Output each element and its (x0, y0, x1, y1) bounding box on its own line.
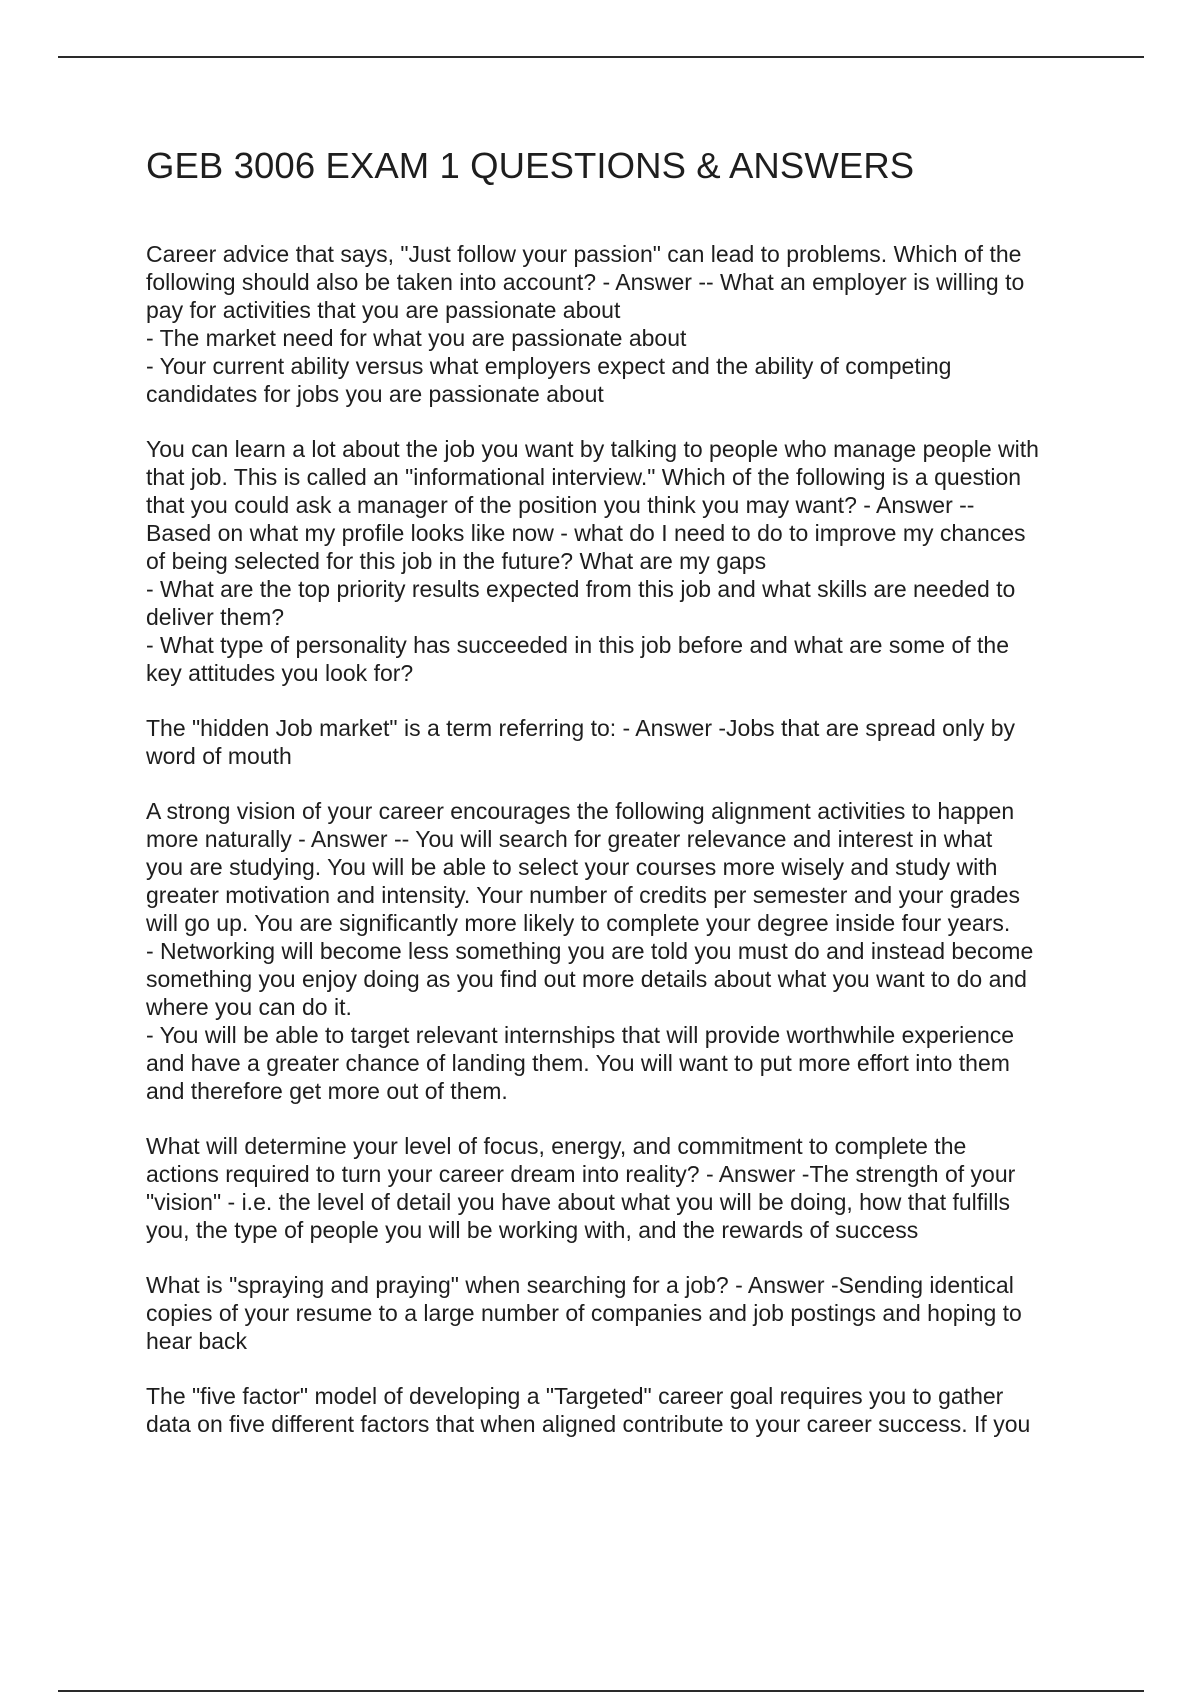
text-line: and therefore get more out of them. (146, 1078, 508, 1104)
text-line: of being selected for this job in the future? What are my gaps (146, 548, 767, 574)
text-line: What is "spraying and praying" when searching for a job? - Answer -Sending identical (146, 1272, 1014, 1298)
text-line: pay for activities that you are passionate about (146, 297, 621, 323)
qa-block-spraying-praying (146, 1271, 1106, 1355)
qa-block-passion (146, 240, 1106, 408)
qa-block-focus-energy (146, 1132, 1106, 1244)
document-body (146, 140, 1106, 1465)
text-line: - Your current ability versus what employers expect and the ability of competing (146, 353, 952, 379)
text-line: candidates for jobs you are passionate about (146, 381, 604, 407)
text-line: The "five factor" model of developing a "Targeted" career goal requires you to gather (146, 1383, 1004, 1409)
text-line: will go up. You are significantly more likely to complete your degree inside four years. (146, 910, 1011, 936)
qa-block-hidden-job-market (146, 714, 1106, 770)
text-line: something you enjoy doing as you find out more details about what you want to do and (146, 966, 1027, 992)
text-line: - What type of personality has succeeded in this job before and what are some of the (146, 632, 1009, 658)
text-line: following should also be taken into account? - Answer -- What an employer is willing to (146, 269, 1025, 295)
text-line: deliver them? (146, 604, 285, 630)
top-divider (58, 56, 1144, 58)
text-line: The "hidden Job market" is a term referring to: - Answer -Jobs that are spread only by (146, 715, 1016, 741)
text-line: You can learn a lot about the job you want by talking to people who manage people with (146, 436, 1039, 462)
bottom-divider (58, 1690, 1144, 1692)
text-line: where you can do it. (146, 994, 352, 1020)
text-line: - Networking will become less something you are told you must do and instead become (146, 938, 1034, 964)
text-line: greater motivation and intensity. Your number of credits per semester and your grades (146, 882, 1021, 908)
text-line: you, the type of people you will be working with, and the rewards of success (146, 1217, 919, 1243)
text-line: copies of your resume to a large number of companies and job postings and hoping to (146, 1300, 1022, 1326)
text-line: "vision" - i.e. the level of detail you have about what you will be doing, how that fulfills (146, 1189, 1010, 1215)
text-line: you are studying. You will be able to select your courses more wisely and study with (146, 854, 998, 880)
qa-block-five-factor (146, 1382, 1106, 1438)
text-line: - What are the top priority results expected from this job and what skills are needed to (146, 576, 1016, 602)
text-line: and have a greater chance of landing them. You will want to put more effort into them (146, 1050, 1010, 1076)
text-line: that you could ask a manager of the position you think you may want? - Answer -- (146, 492, 975, 518)
text-line: Career advice that says, "Just follow your passion" can lead to problems. Which of the (146, 241, 1022, 267)
text-line: actions required to turn your career dream into reality? - Answer -The strength of your (146, 1161, 1016, 1187)
text-line: Based on what my profile looks like now - what do I need to do to improve my chances (146, 520, 1026, 546)
text-line: - The market need for what you are passionate about (146, 325, 687, 351)
text-line: - You will be able to target relevant internships that will provide worthwhile experience (146, 1022, 1015, 1048)
qa-block-career-vision (146, 797, 1106, 1105)
text-line: word of mouth (146, 743, 292, 769)
document-title: GEB 3006 EXAM 1 QUESTIONS & ANSWERS (146, 145, 915, 186)
text-line: hear back (146, 1328, 248, 1354)
text-line: more naturally - Answer -- You will search for greater relevance and interest in what (146, 826, 993, 852)
text-line: A strong vision of your career encourages the following alignment activities to happen (146, 798, 1015, 824)
text-line: What will determine your level of focus, energy, and commitment to complete the (146, 1133, 967, 1159)
text-line: data on five different factors that when aligned contribute to your career success. If you (146, 1411, 1031, 1437)
text-line: that job. This is called an "informational interview." Which of the following is a question (146, 464, 1022, 490)
qa-block-informational-interview (146, 435, 1106, 687)
text-line: key attitudes you look for? (146, 660, 414, 686)
